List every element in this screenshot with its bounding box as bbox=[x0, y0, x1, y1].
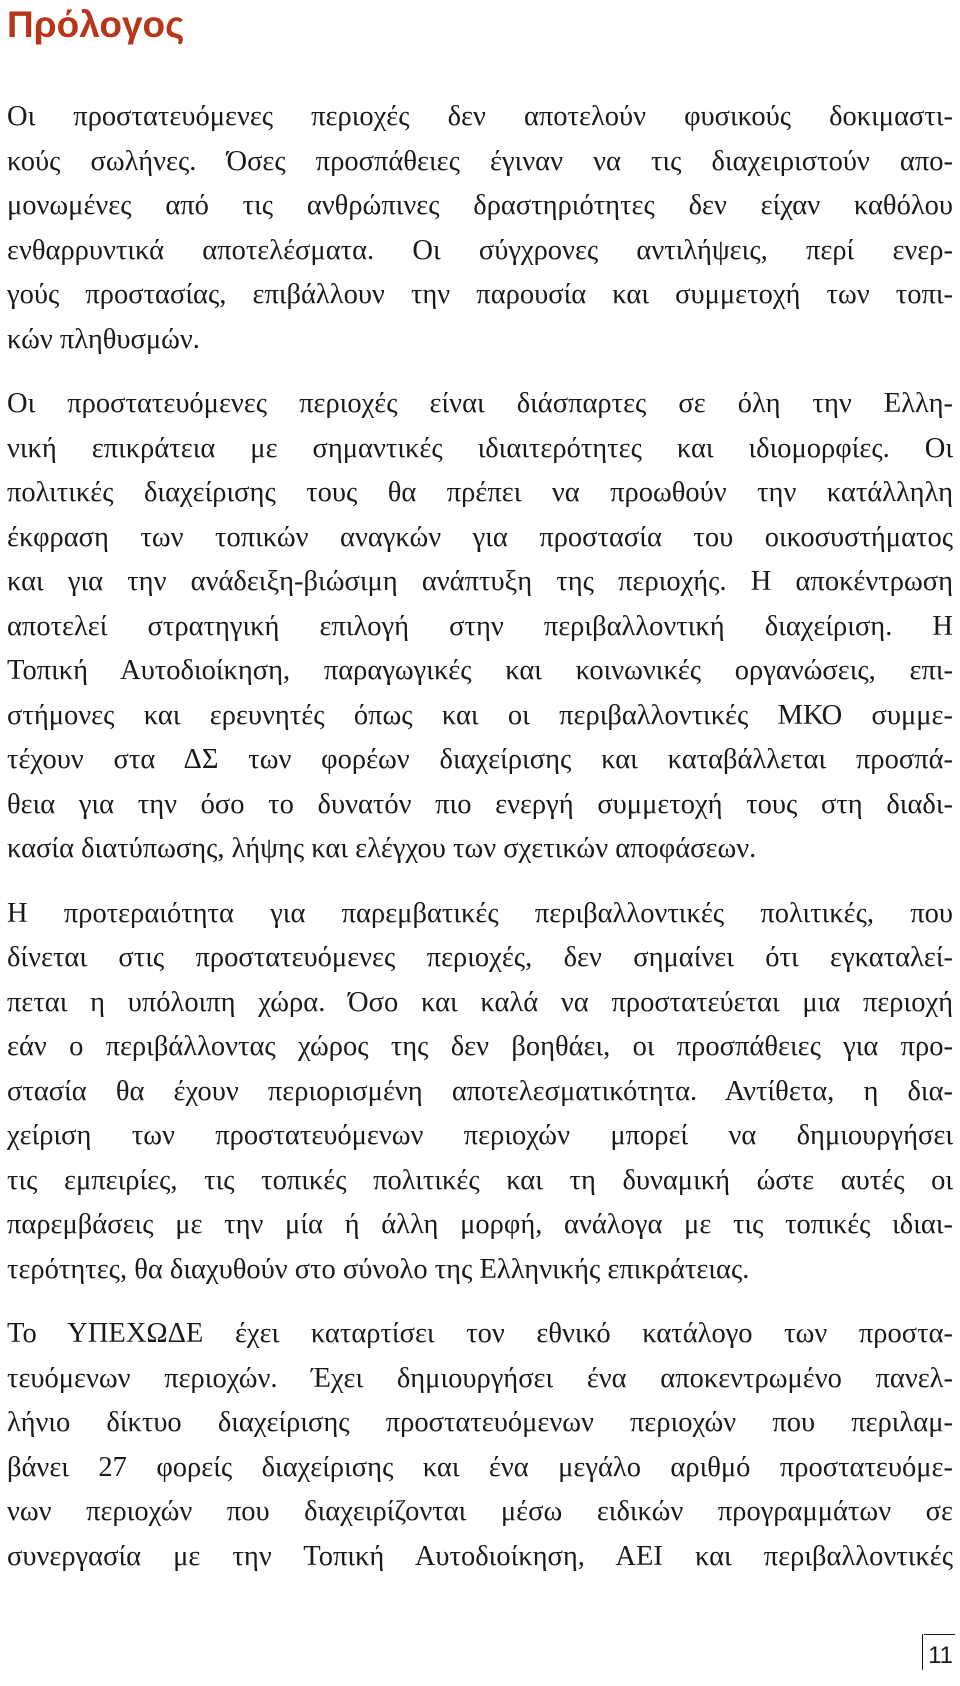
text-line: κών πληθυσμών. bbox=[7, 323, 200, 355]
paragraph-1 bbox=[7, 95, 953, 362]
text-line: γούς προστασίας, επιβάλλουν την παρουσία και συμμετοχή των τοπι- bbox=[7, 279, 953, 310]
text-line: θεια για την όσο το δυνατόν πιο ενεργή συμμετοχή τους στη διαδι- bbox=[7, 788, 953, 820]
text-line: παρεμβάσεις με την μία ή άλλη μορφή, ανάλογα με τις τοπικές ιδιαι- bbox=[7, 1209, 953, 1240]
page-number-rule bbox=[924, 1634, 955, 1635]
page-number bbox=[928, 1642, 953, 1670]
text-line: τευόμενων περιοχών. Έχει δημιουργήσει ένα αποκεντρωμένο πανελ- bbox=[7, 1362, 953, 1394]
text-line: Τοπική Αυτοδιοίκηση, παραγωγικές και κοινωνικές οργανώσεις, επι- bbox=[7, 655, 953, 686]
paragraph-2 bbox=[7, 382, 953, 872]
text-line: Οι προστατευόμενες περιοχές δεν αποτελούν φυσικούς δοκιμαστι- bbox=[7, 101, 953, 132]
text-line: τις εμπειρίες, τις τοπικές πολιτικές και τη δυναμική ώστε αυτές οι bbox=[7, 1164, 953, 1196]
text-line: πεται η υπόλοιπη χώρα. Όσο και καλά να προστατεύεται μια περιοχή bbox=[7, 986, 953, 1018]
text-line: κασία διατύπωσης, λήψης και ελέγχου των σχετικών αποφάσεων. bbox=[7, 833, 757, 864]
text-line: τέχουν στα ΔΣ των φορέων διαχείρισης και καταβάλλεται προσπά- bbox=[7, 744, 953, 775]
page-number-label: 11 bbox=[928, 1642, 953, 1669]
text-line: Η προτεραιότητα για παρεμβατικές περιβαλλοντικές πολιτικές, που bbox=[7, 897, 953, 929]
document-page bbox=[7, 0, 953, 1686]
text-line: στασία θα έχουν περιορισμένη αποτελεσματικότητα. Αντίθετα, η δια- bbox=[7, 1075, 953, 1107]
text-line: κούς σωλήνες. Όσες προσπάθειες έγιναν να τις διαχειριστούν απο- bbox=[7, 145, 953, 177]
page-title: Πρόλογος bbox=[7, 4, 185, 45]
text-line: έκφραση των τοπικών αναγκών για προστασία του οικοσυστήματος bbox=[7, 521, 953, 553]
text-line: χείριση των προστατευόμενων περιοχών μπορεί να δημιουργήσει bbox=[7, 1120, 953, 1151]
body-text bbox=[7, 95, 953, 1599]
paragraph-3 bbox=[7, 892, 953, 1293]
text-line: στήμονες και ερευνητές όπως και οι περιβαλλοντικές ΜΚΟ συμμε- bbox=[7, 699, 953, 731]
text-line: πολιτικές διαχείρισης τους θα πρέπει να προωθούν την κατάλληλη bbox=[7, 477, 953, 508]
text-line: Το ΥΠΕΧΩΔΕ έχει καταρτίσει τον εθνικό κατάλογο των προστα- bbox=[7, 1318, 953, 1349]
page-number-divider bbox=[922, 1634, 923, 1670]
text-line: Οι προστατευόμενες περιοχές είναι διάσπαρτες σε όλη την Ελλη- bbox=[7, 388, 953, 419]
text-line: ενθαρρυντικά αποτελέσματα. Οι σύγχρονες αντιλήψεις, περί ενερ- bbox=[7, 234, 953, 266]
text-line: λήνιο δίκτυο διαχείρισης προστατευόμενων περιοχών που περιλαμ- bbox=[7, 1407, 953, 1438]
text-line: και για την ανάδειξη-βιώσιμη ανάπτυξη της περιοχής. Η αποκέντρωση bbox=[7, 566, 953, 597]
text-line: εάν ο περιβάλλοντας χώρος της δεν βοηθάει, οι προσπάθειες για προ- bbox=[7, 1031, 953, 1062]
text-line: συνεργασία με την Τοπική Αυτοδιοίκηση, ΑΕΙ και περιβαλλοντικές bbox=[7, 1540, 953, 1572]
text-line: νική επικράτεια με σημαντικές ιδιαιτερότητες και ιδιομορφίες. Οι bbox=[7, 432, 953, 464]
text-line: αποτελεί στρατηγική επιλογή στην περιβαλλοντική διαχείριση. Η bbox=[7, 610, 953, 642]
paragraph-4 bbox=[7, 1312, 953, 1579]
text-line: δίνεται στις προστατευόμενες περιοχές, δεν σημαίνει ότι εγκαταλεί- bbox=[7, 942, 953, 973]
text-line: βάνει 27 φορείς διαχείρισης και ένα μεγάλο αριθμό προστατευόμε- bbox=[7, 1451, 953, 1483]
text-line: μονωμένες από τις ανθρώπινες δραστηριότητες δεν είχαν καθόλου bbox=[7, 190, 953, 221]
text-line: τερότητες, θα διαχυθούν στο σύνολο της Ελληνικής επικράτειας. bbox=[7, 1253, 750, 1285]
text-line: νων περιοχών που διαχειρίζονται μέσω ειδικών προγραμμάτων σε bbox=[7, 1496, 953, 1527]
